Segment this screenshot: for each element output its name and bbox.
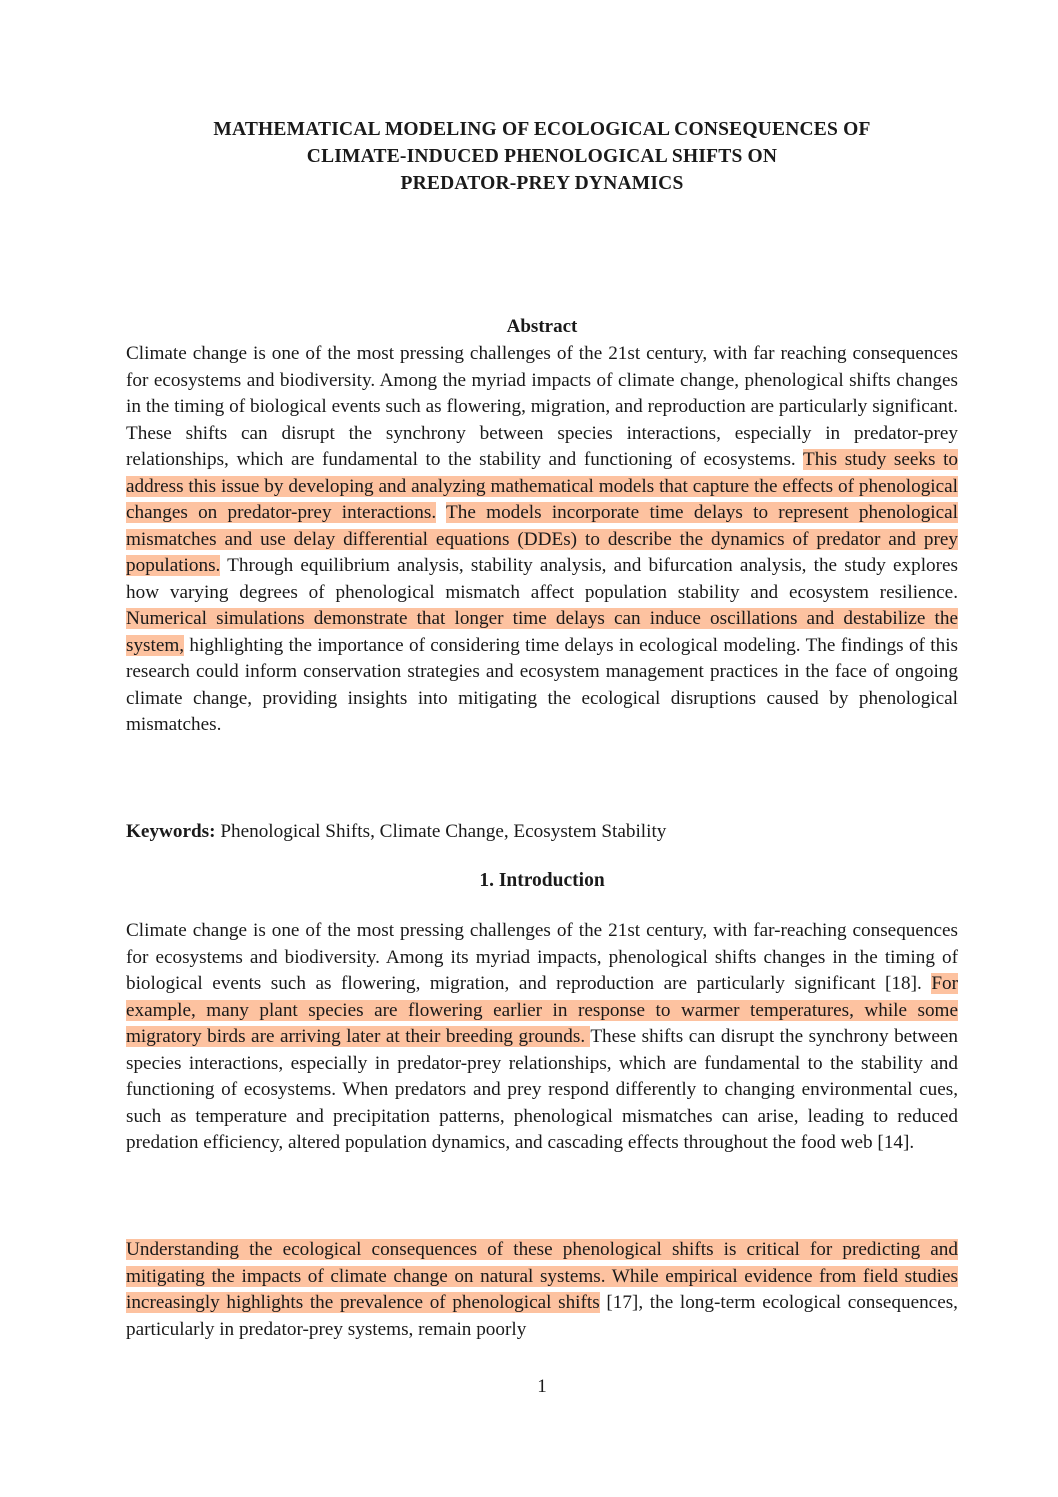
- abstract-text: Climate change is one of the most pressing challenges of the 21st century, with far reaching consequences for ecosystems and biodiversity. Among the myriad impacts of climate change, phenological shifts changes in the timing of biological events such as flowering, migration, and reproduction are particularly significant. These shifts can disrupt the synchrony between species interactions, especially in predator-prey relationships, which are fundamental to the stability and functioning of ecosystems.: [126, 343, 958, 470]
- page-number: 1: [537, 1376, 547, 1397]
- title-line-1: MATHEMATICAL MODELING OF ECOLOGICAL CONSEQUENCES OF: [213, 119, 871, 140]
- highlight-annotation[interactable]: This study seeks to address this issue by developing and analyzing mathematical models that capture the effects of phenological changes on predator-prey interactions.: [126, 449, 958, 523]
- abstract-body: [126, 341, 958, 739]
- keywords-label: Keywords:: [126, 821, 216, 842]
- abstract-text: [436, 502, 446, 523]
- abstract-heading: Abstract: [506, 316, 578, 337]
- title-line-2: CLIMATE-INDUCED PHENOLOGICAL SHIFTS ON: [306, 146, 778, 167]
- abstract-text: Through equilibrium analysis, stability analysis, and bifurcation analysis, the study explores how varying degrees of phenological mismatch affect population stability and ecosystem resilience.: [126, 555, 958, 603]
- highlight-annotation[interactable]: For example, many plant species are flowering earlier in response to warmer temperatures, while some migratory birds are arriving later at their breeding grounds.: [126, 973, 958, 1047]
- intro-paragraph-2: [126, 1237, 958, 1343]
- abstract-text: highlighting the importance of considering time delays in ecological modeling. The findings of this research could inform conservation strategies and ecosystem management practices in the face of ongoing climate change, providing insights into mitigating the ecological disruptions caused by phenological mismatches.: [126, 634, 958, 735]
- intro-paragraph-1: [126, 918, 958, 1157]
- section-heading-introduction: 1. Introduction: [479, 870, 605, 891]
- intro-text: These shifts can disrupt the synchrony between species interactions, especially in predator-prey relationships, which are fundamental to the stability and functioning of ecosystems. When predators and prey respond differently to changing environmental cues, such as temperature and precipitation patterns, phenological mismatches can arise, leading to reduced predation efficiency, altered population dynamics, and cascading effects throughout the food web [14].: [126, 1026, 959, 1153]
- title-line-3: PREDATOR-PREY DYNAMICS: [400, 173, 684, 194]
- highlight-annotation[interactable]: The models incorporate time delays to represent phenological mismatches and use delay differential equations (DDEs) to describe the dynamics of predator and prey populations.: [126, 502, 958, 576]
- intro-text: [17], the long-term ecological consequences, particularly in predator-prey systems, remain poorly: [126, 1292, 958, 1340]
- highlight-annotation[interactable]: Numerical simulations demonstrate that longer time delays can induce oscillations and destabilize the system,: [126, 608, 958, 656]
- highlight-annotation[interactable]: Understanding the ecological consequences of these phenological shifts is critical for predicting and mitigating the impacts of climate change on natural systems. While empirical evidence from field studies increasingly highlights the prevalence of phenological shifts: [126, 1239, 958, 1313]
- intro-text: Climate change is one of the most pressing challenges of the 21st century, with far-reaching consequences for ecosystems and biodiversity. Among its myriad impacts, phenological shifts changes in the timing of biological events such as flowering, migration, and reproduction are particularly significant [18].: [126, 920, 958, 994]
- keywords: [126, 818, 666, 845]
- paper-title: [126, 116, 958, 197]
- keywords-value: Phenological Shifts, Climate Change, Ecosystem Stability: [220, 821, 667, 842]
